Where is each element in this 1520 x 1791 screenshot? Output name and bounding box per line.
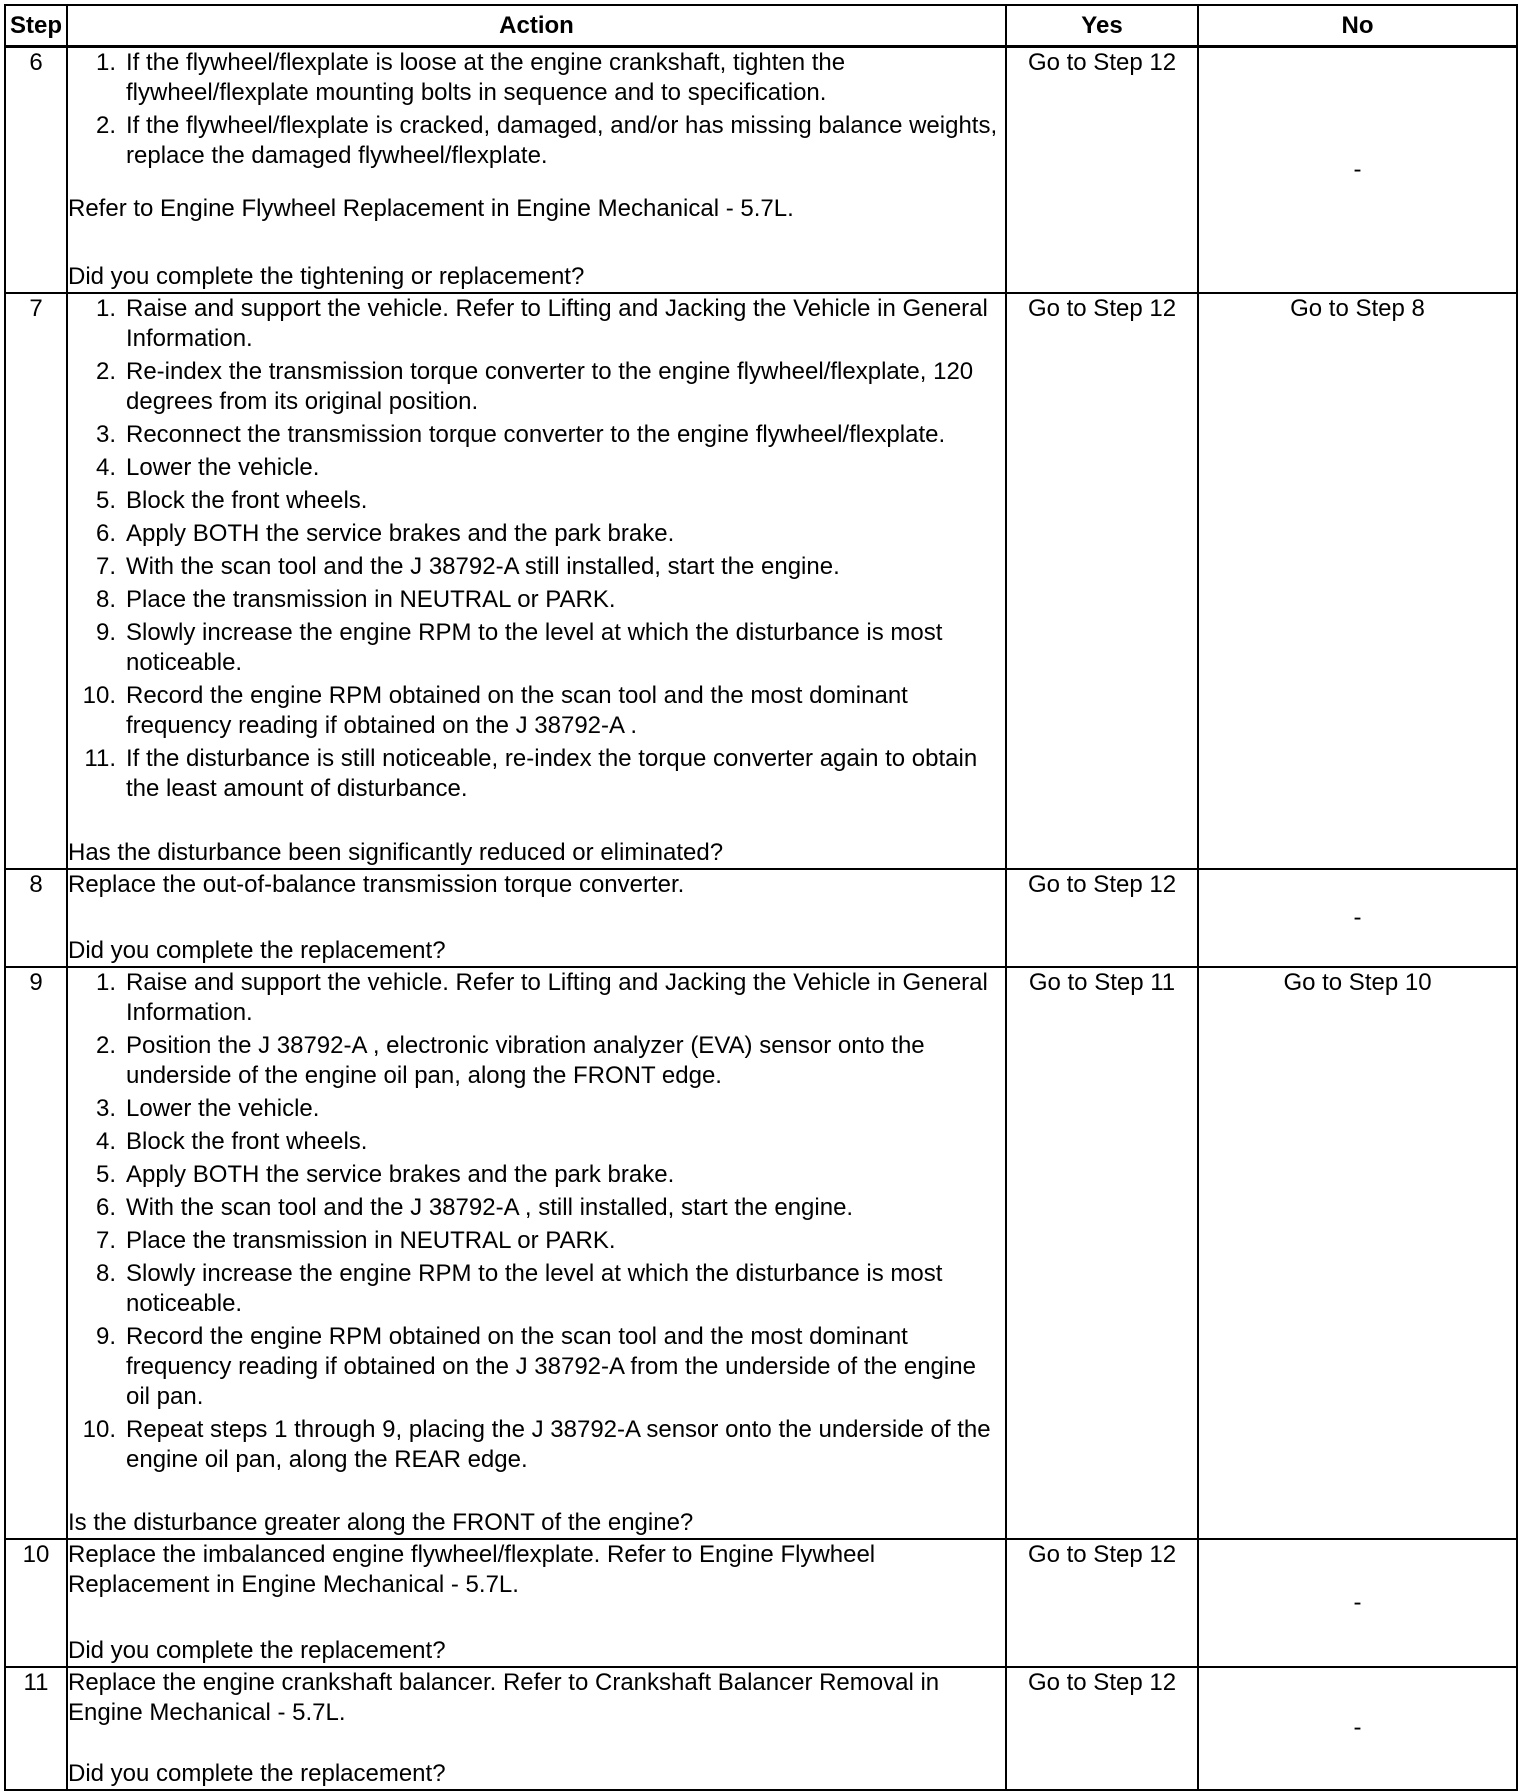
list-item: 11. If the disturbance is still noticeable, re-index the torque converter again to obtain the least amount of disturbance.: [84, 744, 978, 802]
list-item: 4. Lower the vehicle.: [95, 453, 320, 481]
step-number: 7: [5, 293, 67, 869]
no-result: -: [1198, 47, 1517, 293]
yes-result: Go to Step 11: [1006, 967, 1198, 1539]
action-cell: [67, 869, 1006, 967]
instruction-list: [68, 294, 1005, 807]
list-item: 3. Reconnect the transmission torque converter to the engine flywheel/flexplate.: [95, 420, 946, 448]
action-cell: [67, 967, 1006, 1539]
no-result: Go to Step 10: [1198, 967, 1517, 1539]
no-result: -: [1198, 1539, 1517, 1667]
action-cell: [67, 1539, 1006, 1667]
diagnostic-table: [4, 4, 1518, 1791]
list-item: 2. If the flywheel/flexplate is cracked, damaged, and/or has missing balance weights, replace the damaged flywheel/flexplate.: [95, 112, 998, 169]
step-number: 11: [5, 1667, 67, 1790]
action-text: Replace the imbalanced engine flywheel/flexplate. Refer to Engine Flywheel Replacement in Engine Mechanical - 5.7L.: [68, 1540, 876, 1598]
header-step: Step: [5, 5, 67, 47]
action-text: Replace the out-of-balance transmission torque converter.: [68, 870, 685, 898]
list-item: 7. Place the transmission in NEUTRAL or PARK.: [95, 1226, 616, 1254]
action-cell: [67, 47, 1006, 293]
list-item: 6. With the scan tool and the J 38792-A , still installed, start the engine.: [95, 1193, 854, 1221]
table-row-step-11: [5, 1667, 1517, 1790]
yes-result: Go to Step 12: [1006, 1667, 1198, 1790]
yes-result: Go to Step 12: [1006, 869, 1198, 967]
question-text: Did you complete the replacement?: [68, 1759, 446, 1787]
list-item: 2. Position the J 38792-A , electronic vibration analyzer (EVA) sensor onto the underside of the engine oil pan, along the FRONT edge.: [95, 1031, 925, 1089]
list-item: 1. Raise and support the vehicle. Refer to Lifting and Jacking the Vehicle in General Information.: [95, 968, 988, 1026]
list-item: 10. Record the engine RPM obtained on the scan tool and the most dominant frequency reading if obtained on the J 38792-A .: [82, 681, 908, 739]
list-item: 5. Block the front wheels.: [95, 486, 368, 514]
step-number: 8: [5, 869, 67, 967]
list-item: 3. Lower the vehicle.: [95, 1094, 320, 1122]
list-item: 5. Apply BOTH the service brakes and the park brake.: [95, 1160, 675, 1188]
question-text: Has the disturbance been significantly reduced or eliminated?: [68, 838, 724, 866]
list-item: 9. Slowly increase the engine RPM to the level at which the disturbance is most noticeable.: [95, 618, 943, 676]
instruction-list: [68, 48, 1005, 174]
table-row-step-7: [5, 293, 1517, 869]
list-item: 1. Raise and support the vehicle. Refer to Lifting and Jacking the Vehicle in General Information.: [95, 294, 988, 352]
list-item: 7. With the scan tool and the J 38792-A still installed, start the engine.: [95, 552, 840, 580]
step-number: 6: [5, 47, 67, 293]
table-row-step-8: [5, 869, 1517, 967]
header-row: [5, 5, 1517, 47]
action-text: Replace the engine crankshaft balancer. Refer to Crankshaft Balancer Removal in Engine Mechanical - 5.7L.: [68, 1668, 940, 1726]
list-item: 6. Apply BOTH the service brakes and the park brake.: [95, 519, 675, 547]
no-result: Go to Step 8: [1198, 293, 1517, 869]
table-row-step-10: [5, 1539, 1517, 1667]
question-text: Did you complete the tightening or replacement?: [68, 262, 585, 290]
no-result: -: [1198, 869, 1517, 967]
table-row-step-9: [5, 967, 1517, 1539]
header-yes: Yes: [1006, 5, 1198, 47]
table-row-step-6: [5, 47, 1517, 293]
instruction-list: [68, 968, 1005, 1478]
step-number: 10: [5, 1539, 67, 1667]
list-item: 9. Record the engine RPM obtained on the scan tool and the most dominant frequency reading if obtained on the J 38792-A from the underside of the engine oil pan.: [95, 1322, 976, 1410]
question-text: Is the disturbance greater along the FRONT of the engine?: [68, 1508, 694, 1536]
yes-result: Go to Step 12: [1006, 47, 1198, 293]
header-no: No: [1198, 5, 1517, 47]
question-text: Did you complete the replacement?: [68, 1636, 446, 1664]
yes-result: Go to Step 12: [1006, 293, 1198, 869]
action-cell: [67, 1667, 1006, 1790]
step-number: 9: [5, 967, 67, 1539]
header-action: Action: [67, 5, 1006, 47]
list-item: 8. Slowly increase the engine RPM to the level at which the disturbance is most noticeable.: [95, 1259, 943, 1317]
list-item: 2. Re-index the transmission torque converter to the engine flywheel/flexplate, 120 degrees from its original position.: [95, 357, 974, 415]
list-item: 4. Block the front wheels.: [95, 1127, 368, 1155]
no-result: -: [1198, 1667, 1517, 1790]
list-item: 8. Place the transmission in NEUTRAL or PARK.: [95, 585, 616, 613]
yes-result: Go to Step 12: [1006, 1539, 1198, 1667]
reference-text: Refer to Engine Flywheel Replacement in Engine Mechanical - 5.7L.: [68, 195, 794, 222]
list-item: 1. If the flywheel/flexplate is loose at the engine crankshaft, tighten the flywheel/flexplate mounting bolts in sequence and to specification.: [95, 49, 846, 106]
list-item: 10. Repeat steps 1 through 9, placing the J 38792-A sensor onto the underside of the engine oil pan, along the REAR edge.: [82, 1415, 991, 1473]
question-text: Did you complete the replacement?: [68, 936, 446, 964]
action-cell: [67, 293, 1006, 869]
